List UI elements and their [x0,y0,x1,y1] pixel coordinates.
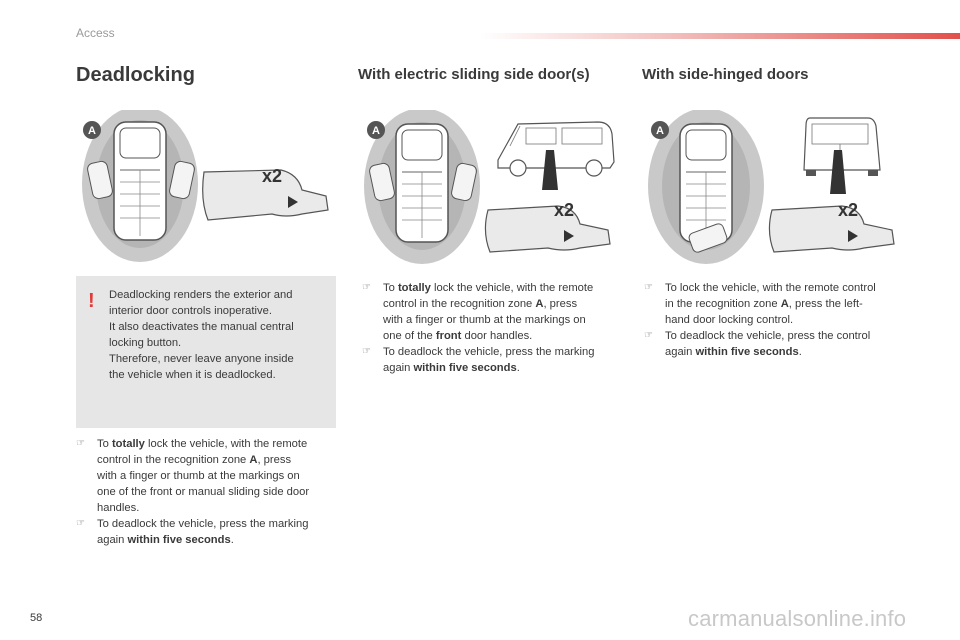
press-twice-label: x2 [838,200,859,220]
warning-icon: ! [88,290,95,312]
page-number: 58 [30,612,43,624]
sliding-door-illustration [358,110,620,270]
door-handle-with-hand [769,206,894,252]
warning-line: It also deactivates the manual central [109,321,294,333]
instruction-item: ☞ To lock the vehicle, with the remote control in the recognition zone A, press the left- hand door locking control. [644,282,876,326]
van-top-view-illustration [76,110,336,270]
svg-text:A: A [88,125,96,137]
warning-line: Therefore, never leave anyone inside [109,353,294,365]
header-divider [480,33,960,39]
door-handle-with-hand [485,206,610,252]
page-title: Deadlocking [76,64,195,86]
svg-text:A: A [372,125,380,137]
column-title-hinged-doors: With side-hinged doors [642,66,809,83]
pointing-hand-icon: ☞ [76,518,85,529]
warning-line: locking button. [109,337,182,349]
warning-line: interior door controls inoperative. [109,305,272,317]
column-1-instructions [76,436,309,548]
pointing-hand-icon: ☞ [76,438,85,449]
pointing-hand-icon: ☞ [362,346,371,357]
instruction-item: ☞ To totally lock the vehicle, with the remote control in the recognition zone A, press with a finger or thumb at the markings on one of the front or manual sliding side door handles. [76,438,310,514]
warning-line: Deadlocking renders the exterior and [109,289,293,301]
press-twice-label: x2 [262,166,283,186]
warning-text [109,287,331,383]
pointing-hand-icon: ☞ [362,282,371,293]
press-twice-label: x2 [554,200,575,220]
warning-box [76,276,336,428]
column-2-instructions [362,280,594,376]
hinged-door-illustration [642,110,904,270]
instruction-item: ☞ To totally lock the vehicle, with the remote control in the recognition zone A, press with a finger or thumb at the markings on one of the front door handles. [362,282,594,342]
instruction-item: ☞ To deadlock the vehicle, press the marking again within five seconds. [76,518,309,546]
column-title-sliding-doors: With electric sliding side door(s) [358,66,590,83]
column-3-instructions [644,280,876,360]
warning-line: the vehicle when it is deadlocked. [109,369,276,381]
instruction-item: ☞ To deadlock the vehicle, press the control again within five seconds. [644,330,871,358]
pointing-hand-icon: ☞ [644,330,653,341]
section-header: Access [76,26,115,40]
svg-text:A: A [656,125,664,137]
watermark: carmanualsonline.info [688,606,907,631]
pointing-hand-icon: ☞ [644,282,653,293]
instruction-item: ☞ To deadlock the vehicle, press the marking again within five seconds. [362,346,595,374]
